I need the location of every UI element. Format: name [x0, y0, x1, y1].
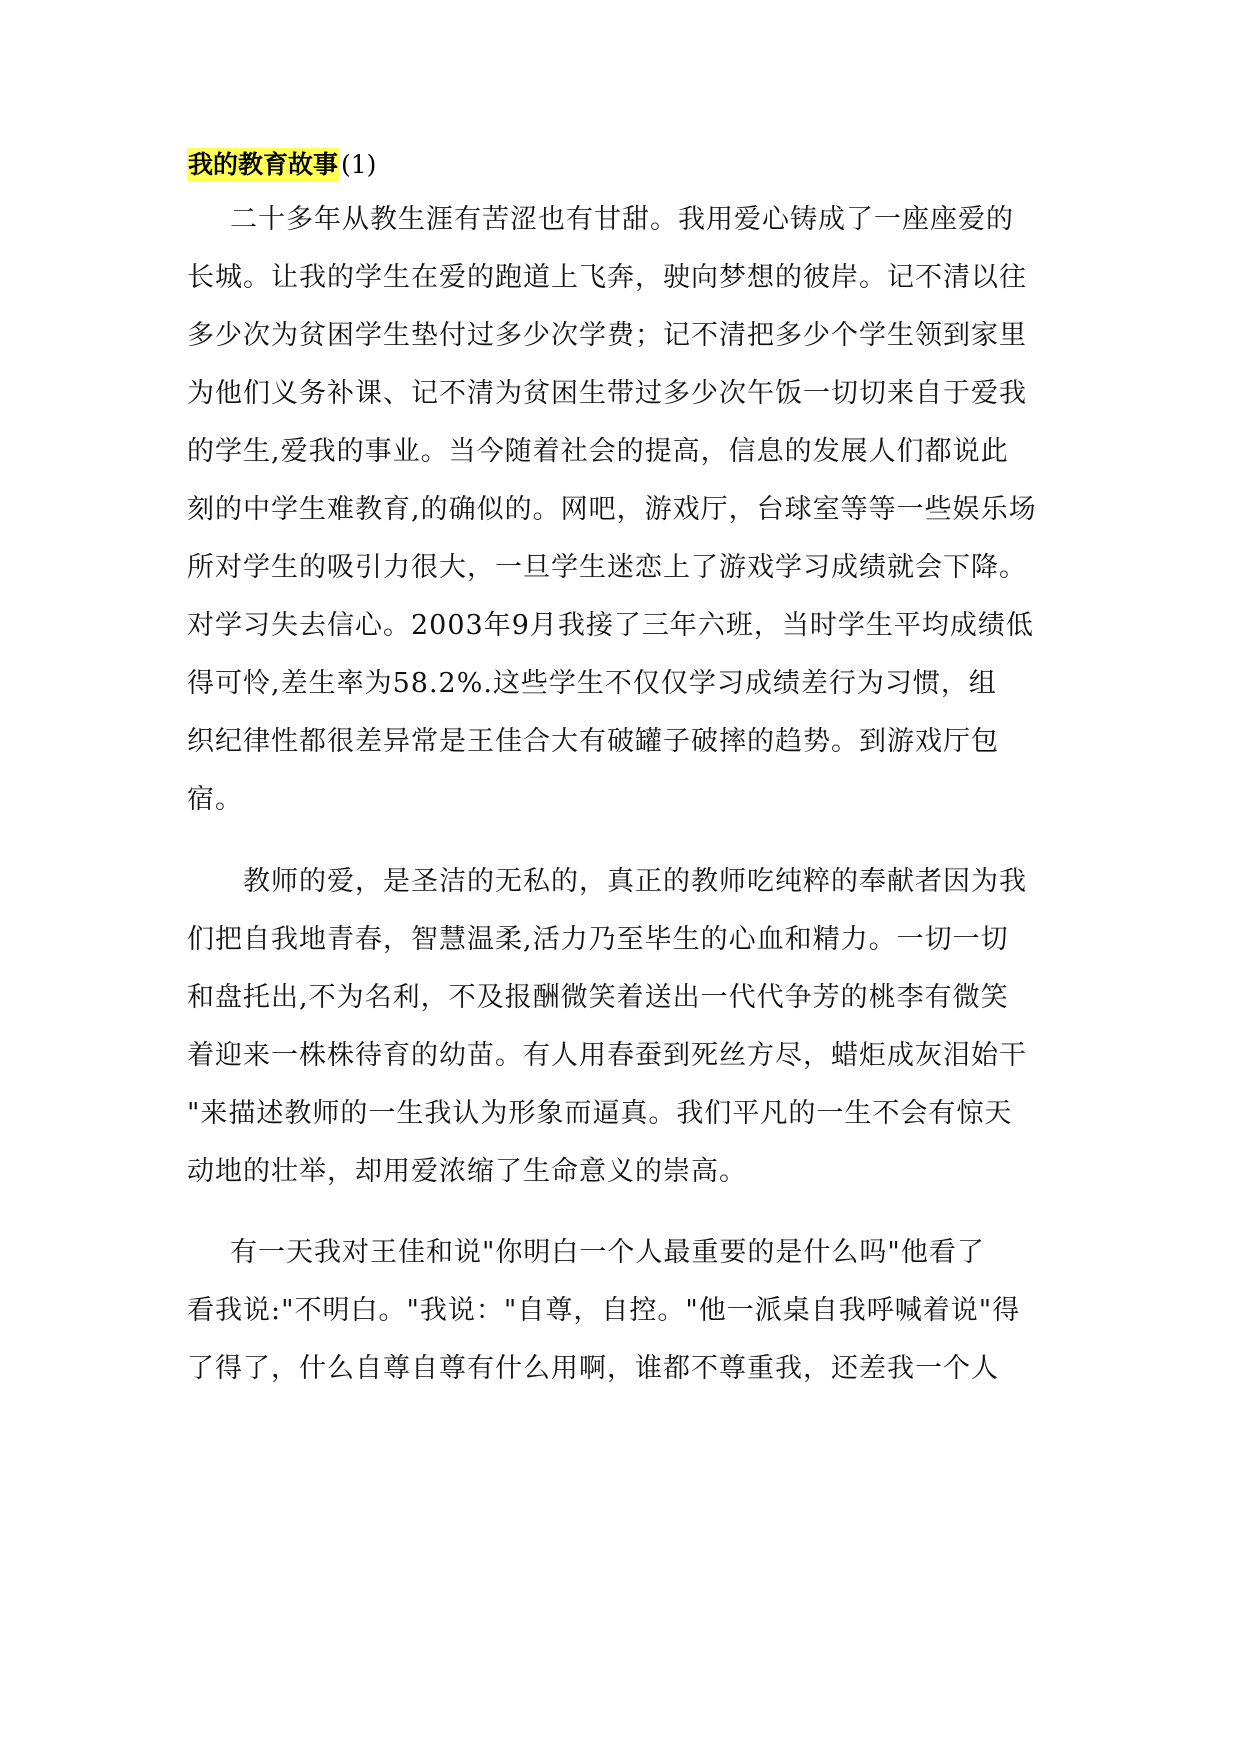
highlighted-title: 我的教育故事: [188, 150, 339, 179]
paragraph-line: 教师的爱，是圣洁的无私的，真正的教师吃纯粹的奉献者因为我: [243, 866, 1027, 897]
paragraph-line: 了得了，什么自尊自尊有什么用啊，谁都不尊重我，还差我一个人: [187, 1353, 999, 1384]
paragraph-line: 看我说:"不明白。"我说："自尊，自控。"他一派桌自我呼喊着说"得: [187, 1295, 1021, 1326]
paragraph-line: 所对学生的吸引力很大，一旦学生迷恋上了游戏学习成绩就会下降。: [187, 552, 1027, 583]
paragraph-line: 得可怜,差生率为58.2%.这些学生不仅仅学习成绩差行为习惯，组: [187, 668, 997, 699]
paragraph-line: 为他们义务补课、记不清为贫困生带过多少次午饭一切切来自于爱我: [187, 378, 1027, 409]
paragraph-line: 和盘托出,不为名利，不及报酬微笑着送出一代代争芳的桃李有微笑: [187, 982, 1009, 1013]
paragraph-line: 刻的中学生难教育,的确似的。网吧，游戏厅，台球室等等一些娱乐场: [187, 494, 1037, 525]
paragraph-line: 宿。: [187, 784, 243, 815]
paragraph-line: 有一天我对王佳和说"你明白一个人最重要的是什么吗"他看了: [230, 1237, 985, 1268]
paragraph-line: 动地的壮举，却用爱浓缩了生命意义的崇高。: [187, 1156, 747, 1187]
paragraph-line: 着迎来一株株待育的幼苗。有人用春蚕到死丝方尽，蜡炬成灰泪始干: [187, 1040, 1027, 1071]
document-title: [187, 146, 376, 184]
title-number: (1): [341, 150, 377, 179]
paragraph-line: 多少次为贫困学生垫付过多少次学费；记不清把多少个学生领到家里: [187, 320, 1027, 351]
paragraph-line: 的学生,爱我的事业。当今随着社会的提高，信息的发展人们都说此: [187, 436, 1009, 467]
paragraph-line: 长城。让我的学生在爱的跑道上飞奔，驶向梦想的彼岸。记不清以往: [187, 262, 1027, 293]
paragraph-line: 织纪律性都很差异常是王佳合大有破罐子破摔的趋势。到游戏厅包: [187, 726, 999, 757]
paragraph-line: 二十多年从教生涯有苦涩也有甘甜。我用爱心铸成了一座座爱的: [230, 204, 1014, 235]
paragraph-line: 们把自我地青春，智慧温柔,活力乃至毕生的心血和精力。一切一切: [187, 924, 1009, 955]
paragraph-line: 对学习失去信心。2003年9月我接了三年六班，当时学生平均成绩低: [187, 610, 1034, 641]
paragraph-line: "来描述教师的一生我认为形象而逼真。我们平凡的一生不会有惊天: [187, 1098, 1013, 1129]
